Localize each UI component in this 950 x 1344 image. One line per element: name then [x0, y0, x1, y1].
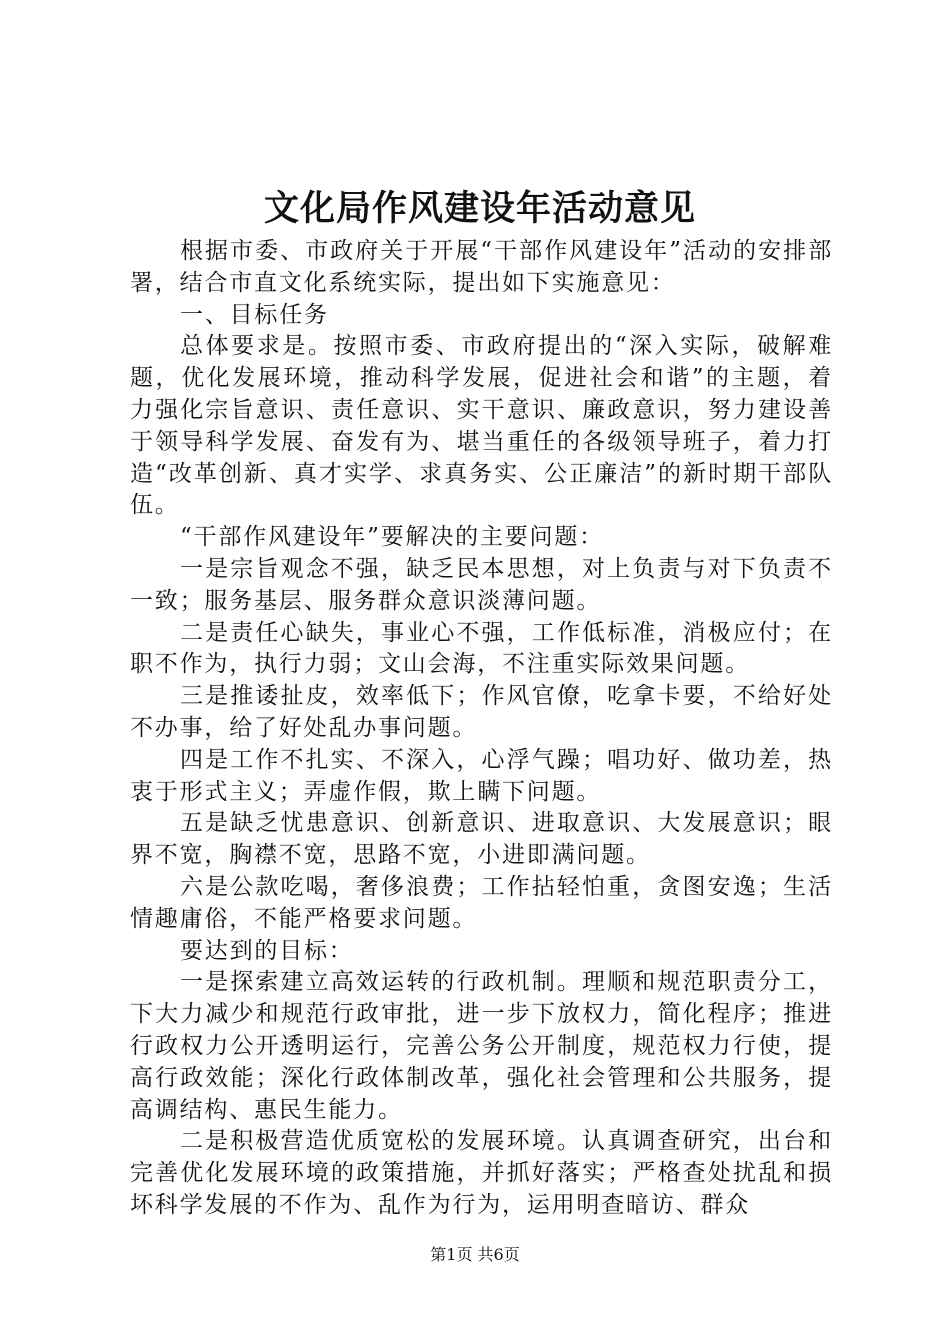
page-number-footer: 第1页 共6页: [430, 1245, 520, 1264]
paragraph-problem-1: 一是宗旨观念不强，缺乏民本思想，对上负责与对下负责不一致；服务基层、服务群众意识淡薄问题。: [130, 555, 833, 614]
paragraph-targets-heading: 要达到的目标：: [180, 937, 354, 964]
paragraph-problem-5: 五是缺乏忧患意识、创新意识、进取意识、大发展意识；眼界不宽，胸襟不宽，思路不宽，小进即满问题。: [130, 810, 833, 869]
paragraph-target-1: 一是探索建立高效运转的行政机制。理顺和规范职责分工，下大力减少和规范行政审批，进一步下放权力，简化程序；推进行政权力公开透明运行，完善公务公开制度，规范权力行使，提高行政效能；深化行政体制改革，强化社会管理和公共服务，提高调结构、惠民生能力。: [130, 969, 833, 1123]
paragraph-target-2: 二是积极营造优质宽松的发展环境。认真调查研究，出台和完善优化发展环境的政策措施，并抓好落实；严格查处扰乱和损坏科学发展的不作为、乱作为行为，运用明查暗访、群众: [130, 1128, 833, 1218]
paragraph-problem-4: 四是工作不扎实、不深入，心浮气躁；唱功好、做功差，热衷于形式主义；弄虚作假，欺上瞒下问题。: [130, 746, 833, 805]
paragraph-main-problems-heading: “干部作风建设年”要解决的主要问题：: [180, 524, 604, 551]
paragraph-general-requirements: 总体要求是。按照市委、市政府提出的“深入实际，破解难题，优化发展环境，推动科学发展，促进社会和谐”的主题，着力强化宗旨意识、责任意识、实干意识、廉政意识，努力建设善于领导科学发展、奋发有为、堪当重任的各级领导班子，着力打造“改革创新、真才实学、求真务实、公正廉洁”的新时期干部队伍。: [130, 333, 833, 519]
document-body: [130, 236, 833, 1222]
paragraph-problem-2: 二是责任心缺失，事业心不强，工作低标准，消极应付；在职不作为，执行力弱；文山会海，不注重实际效果问题。: [130, 619, 833, 678]
paragraph-problem-6: 六是公款吃喝，奢侈浪费；工作拈轻怕重，贪图安逸；生活情趣庸俗，不能严格要求问题。: [130, 873, 833, 932]
section-heading-goals: 一、目标任务: [180, 301, 329, 328]
paragraph-intro: 根据市委、市政府关于开展“干部作风建设年”活动的安排部署，结合市直文化系统实际，提出如下实施意见：: [130, 238, 833, 296]
document-title: 文化局作风建设年活动意见: [263, 188, 696, 229]
paragraph-problem-3: 三是推诿扯皮，效率低下；作风官僚，吃拿卡要，不给好处不办事，给了好处乱办事问题。: [130, 683, 833, 741]
